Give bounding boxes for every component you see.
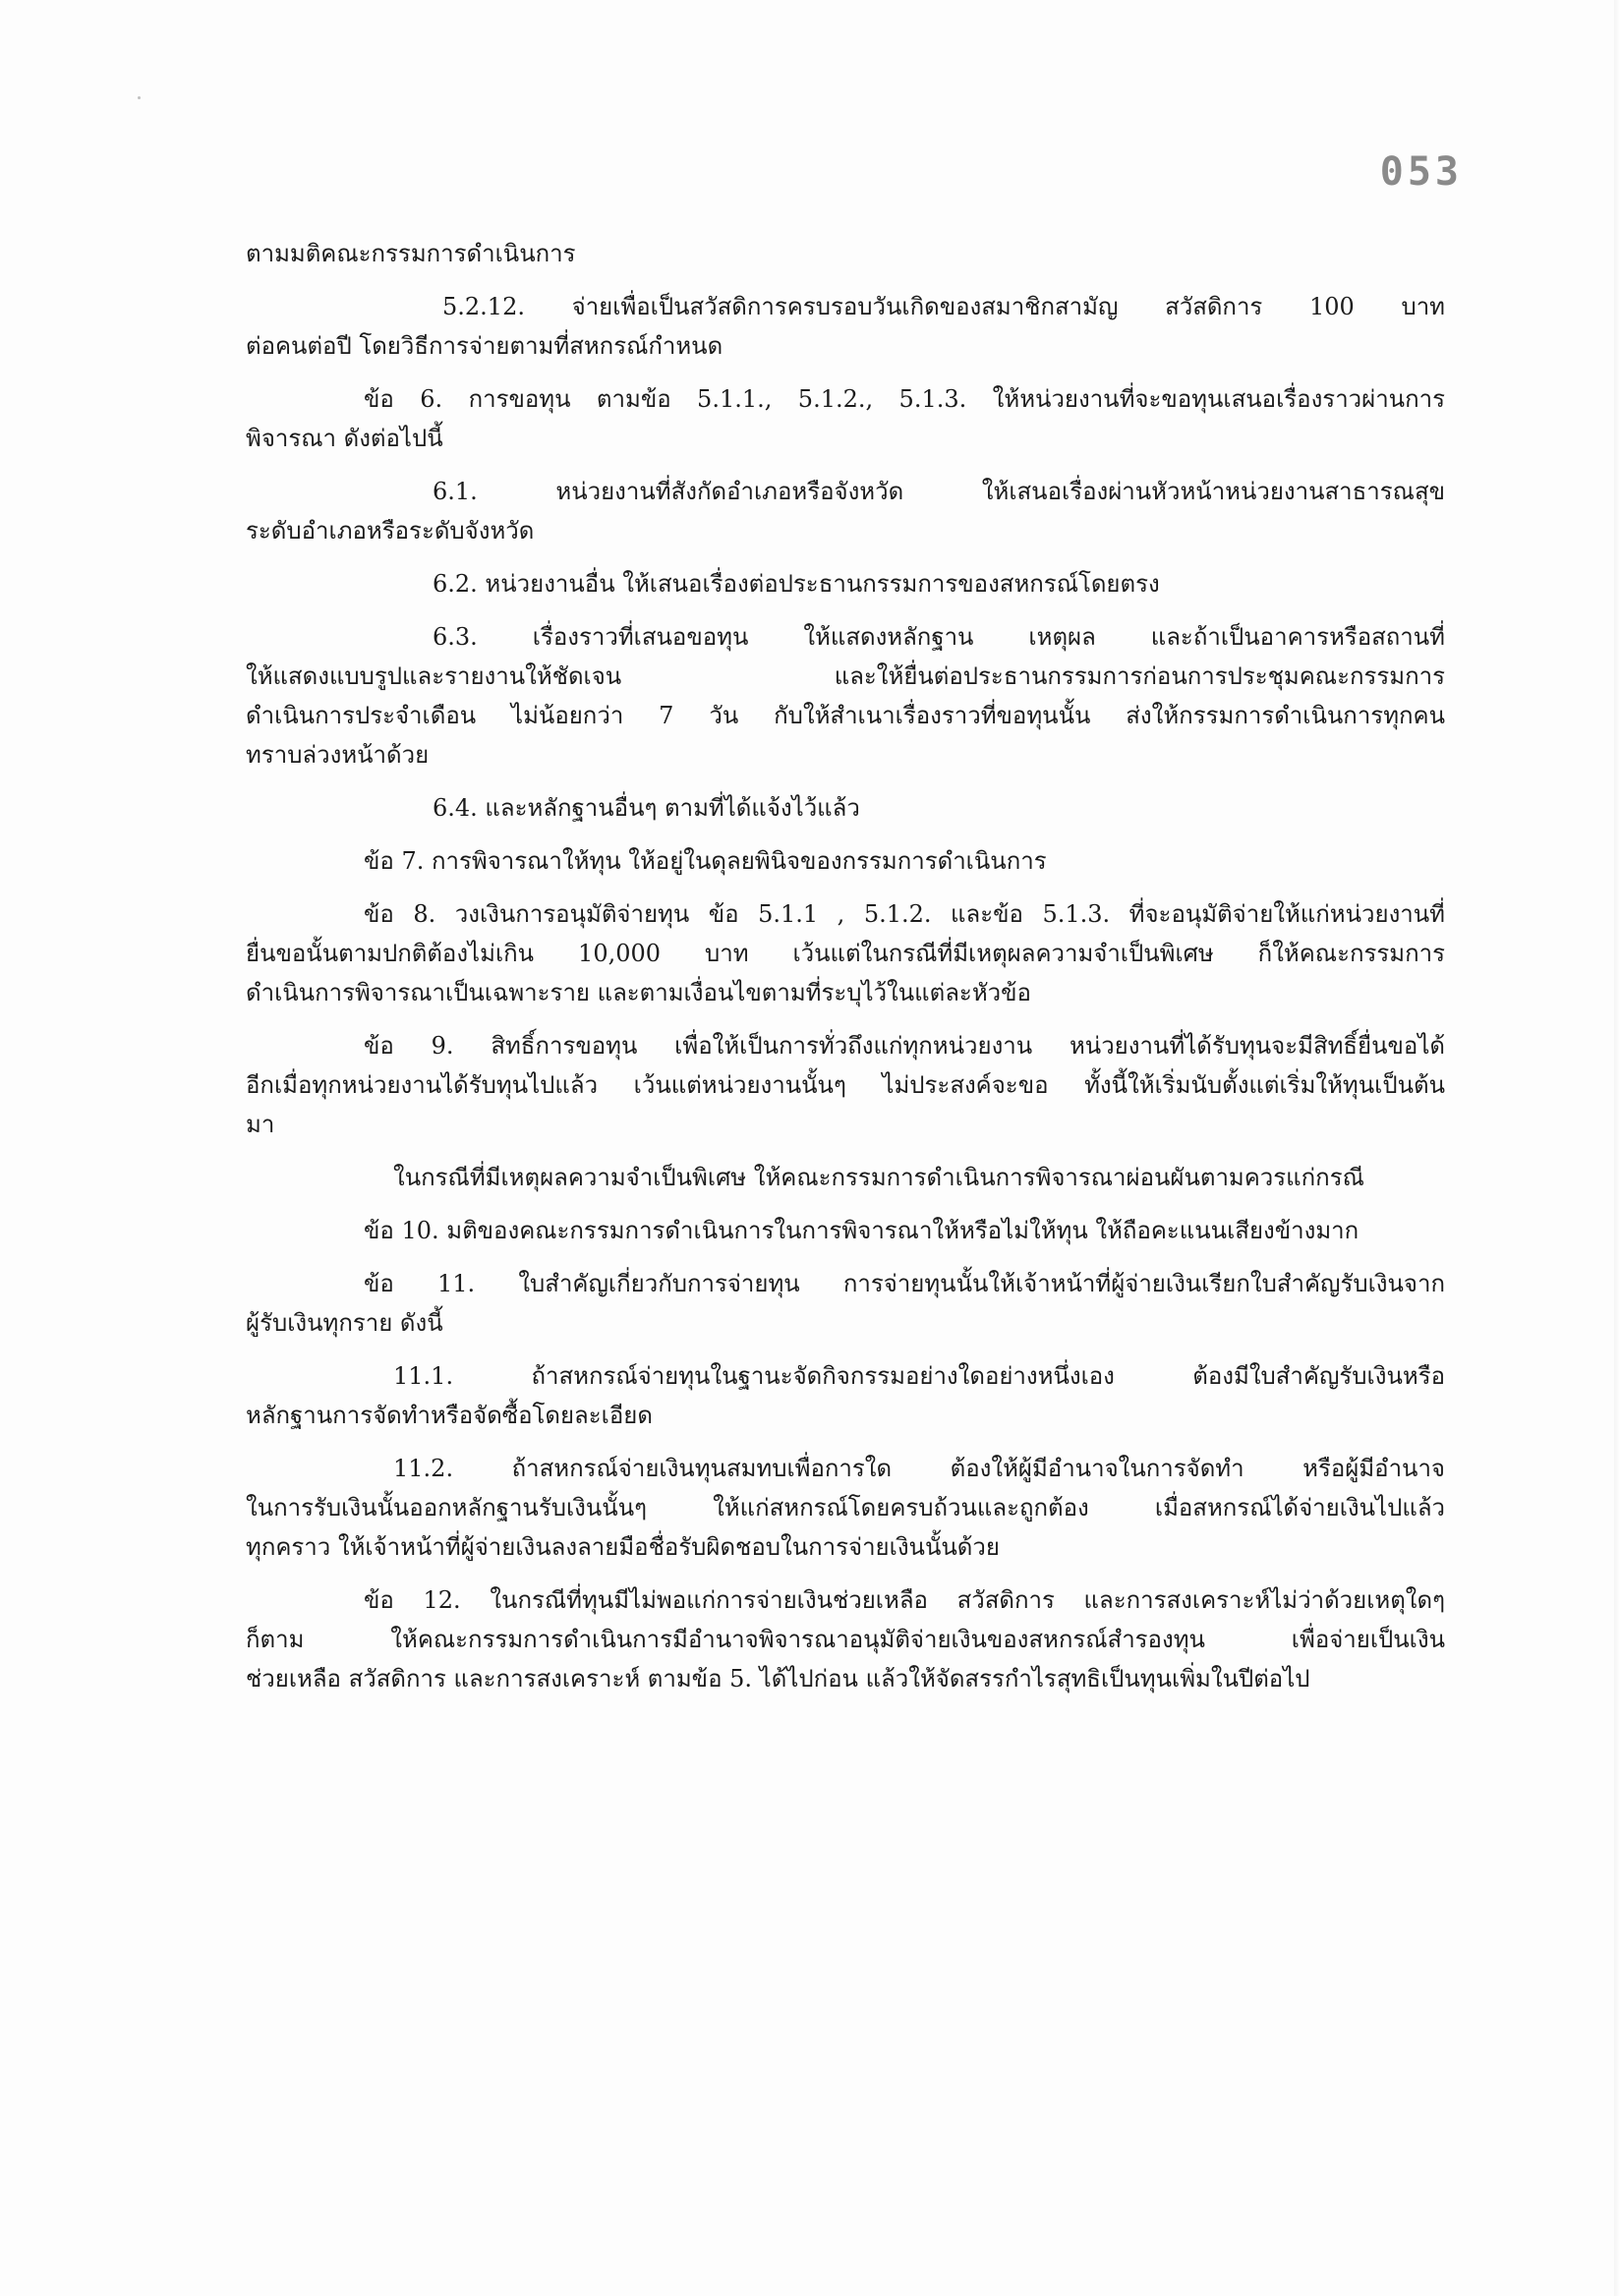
text-line: ดำเนินการประจำเดือน ไม่น้อยกว่า 7 วัน กับให้สำเนาเรื่องราวที่ขอทุนนั้น ส่งให้กรรมการดำเนินการทุกคน <box>246 702 1445 729</box>
clause-6-3 <box>246 617 1445 775</box>
text-line: ระดับอำเภอหรือระดับจังหวัด <box>246 517 535 545</box>
clause-6-2 <box>246 564 1445 603</box>
text-line: ยื่นขอนั้นตามปกติต้องไม่เกิน 10,000 บาท เว้นแต่ในกรณีที่มีเหตุผลความจำเป็นพิเศษ ก็ให้คณะกรรมการ <box>246 940 1445 967</box>
clause-11-1 <box>246 1356 1445 1435</box>
text-line: 5.2.12. จ่ายเพื่อเป็นสวัสดิการครบรอบวันเกิดของสมาชิกสามัญ สวัสดิการ 100 บาท <box>442 293 1445 320</box>
text-line: 11.2. ถ้าสหกรณ์จ่ายเงินทุนสมทบเพื่อการใด ต้องให้ผู้มีอำนาจในการจัดทำ หรือผู้มีอำนาจ <box>393 1455 1445 1482</box>
text-line: ต่อคนต่อปี โดยวิธีการจ่ายตามที่สหกรณ์กำหนด <box>246 332 723 360</box>
text-line: ก็ตาม ให้คณะกรรมการดำเนินการมีอำนาจพิจารณาอนุมัติจ่ายเงินของสหกรณ์สำรองทุน เพื่อจ่ายเป็นเงิน <box>246 1626 1445 1653</box>
clause-11 <box>246 1264 1445 1343</box>
clause-8 <box>246 894 1445 1012</box>
text-line: 6.4. และหลักฐานอื่นๆ ตามที่ได้แจ้งไว้แล้ว <box>433 794 860 822</box>
text-line: ข้อ 7. การพิจารณาให้ทุน ให้อยู่ในดุลยพินิจของกรรมการดำเนินการ <box>364 847 1047 875</box>
text-line: ในการรับเงินนั้นออกหลักฐานรับเงินนั้นๆ ให้แก่สหกรณ์โดยครบถ้วนและถูกต้อง เมื่อสหกรณ์ได้จ่ายเงินไปแล้ว <box>246 1494 1445 1521</box>
text-line: ข้อ 9. สิทธิ์การขอทุน เพื่อให้เป็นการทั่วถึงแก่ทุกหน่วยงาน หน่วยงานที่ได้รับทุนจะมีสิทธิ์ยื่นขอได้ <box>364 1032 1445 1060</box>
text-line: ข้อ 8. วงเงินการอนุมัติจ่ายทุน ข้อ 5.1.1 , 5.1.2. และข้อ 5.1.3. ที่จะอนุมัติจ่ายให้แก่หน่วยงานที่ <box>364 900 1445 928</box>
scan-edge-shadow <box>1614 0 1620 2296</box>
text-line: ข้อ 11. ใบสำคัญเกี่ยวกับการจ่ายทุน การจ่ายทุนนั้นให้เจ้าหน้าที่ผู้จ่ายเงินเรียกใบสำคัญรับเงินจาก <box>364 1270 1445 1297</box>
text-line: 6.3. เรื่องราวที่เสนอขอทุน ให้แสดงหลักฐาน เหตุผล และถ้าเป็นอาคารหรือสถานที่ <box>433 623 1445 651</box>
paragraph-5-2-12 <box>246 287 1445 366</box>
clause-6-4 <box>246 788 1445 828</box>
text-line: พิจารณา ดังต่อไปนี้ <box>246 425 443 452</box>
clause-9-exception <box>246 1158 1445 1197</box>
scan-speck <box>138 96 141 99</box>
text-line: อีกเมื่อทุกหน่วยงานได้รับทุนไปแล้ว เว้นแต่หน่วยงานนั้นๆ ไม่ประสงค์จะขอ ทั้งนี้ให้เริ่มนับตั้งแต่เริ่มให้ทุนเป็นต้น <box>246 1071 1445 1099</box>
document-body <box>246 234 1445 1712</box>
text-line: ช่วยเหลือ สวัสดิการ และการสงเคราะห์ ตามข้อ 5. ได้ไปก่อน แล้วให้จัดสรรกำไรสุทธิเป็นทุนเพิ่มในปีต่อไป <box>246 1665 1310 1693</box>
text-line: ข้อ 6. การขอทุน ตามข้อ 5.1.1., 5.1.2., 5.1.3. ให้หน่วยงานที่จะขอทุนเสนอเรื่องราวผ่านการ <box>364 385 1445 413</box>
text-line: ข้อ 12. ในกรณีที่ทุนมีไม่พอแก่การจ่ายเงินช่วยเหลือ สวัสดิการ และการสงเคราะห์ไม่ว่าด้วยเหตุใดๆ <box>364 1586 1445 1614</box>
clause-11-2 <box>246 1449 1445 1567</box>
page-number: 053 <box>1379 149 1463 195</box>
text-line: ให้แสดงแบบรูปและรายงานให้ชัดเจน และให้ยื่นต่อประธานกรรมการก่อนการประชุมคณะกรรมการ <box>246 662 1445 690</box>
text-line: ทราบล่วงหน้าด้วย <box>246 741 430 769</box>
text-line: ตามมติคณะกรรมการดำเนินการ <box>246 240 576 267</box>
text-line: ทุกคราว ให้เจ้าหน้าที่ผู้จ่ายเงินลงลายมือชื่อรับผิดชอบในการจ่ายเงินนั้นด้วย <box>246 1533 1000 1561</box>
text-line: 6.1. หน่วยงานที่สังกัดอำเภอหรือจังหวัด ให้เสนอเรื่องผ่านหัวหน้าหน่วยงานสาธารณสุข <box>433 478 1445 505</box>
clause-6-1 <box>246 472 1445 550</box>
text-line: ผู้รับเงินทุกราย ดังนี้ <box>246 1309 443 1337</box>
clause-12 <box>246 1580 1445 1698</box>
text-line: ในกรณีที่มีเหตุผลความจำเป็นพิเศษ ให้คณะกรรมการดำเนินการพิจารณาผ่อนผันตามควรแก่กรณี <box>393 1164 1364 1191</box>
text-line: ข้อ 10. มติของคณะกรรมการดำเนินการในการพิจารณาให้หรือไม่ให้ทุน ให้ถือคะแนนเสียงข้างมาก <box>364 1217 1360 1244</box>
text-line: หลักฐานการจัดทำหรือจัดซื้อโดยละเอียด <box>246 1402 653 1429</box>
clause-6 <box>246 379 1445 458</box>
clause-10 <box>246 1211 1445 1250</box>
text-line: ดำเนินการพิจารณาเป็นเฉพาะราย และตามเงื่อนไขตามที่ระบุไว้ในแต่ละหัวข้อ <box>246 979 1031 1006</box>
text-line: 6.2. หน่วยงานอื่น ให้เสนอเรื่องต่อประธานกรรมการของสหกรณ์โดยตรง <box>433 570 1160 598</box>
text-line: มา <box>246 1111 275 1138</box>
clause-7 <box>246 841 1445 881</box>
paragraph-continuation <box>246 234 1445 273</box>
clause-9 <box>246 1026 1445 1144</box>
text-line: 11.1. ถ้าสหกรณ์จ่ายทุนในฐานะจัดกิจกรรมอย่างใดอย่างหนึ่งเอง ต้องมีใบสำคัญรับเงินหรือ <box>393 1362 1445 1390</box>
